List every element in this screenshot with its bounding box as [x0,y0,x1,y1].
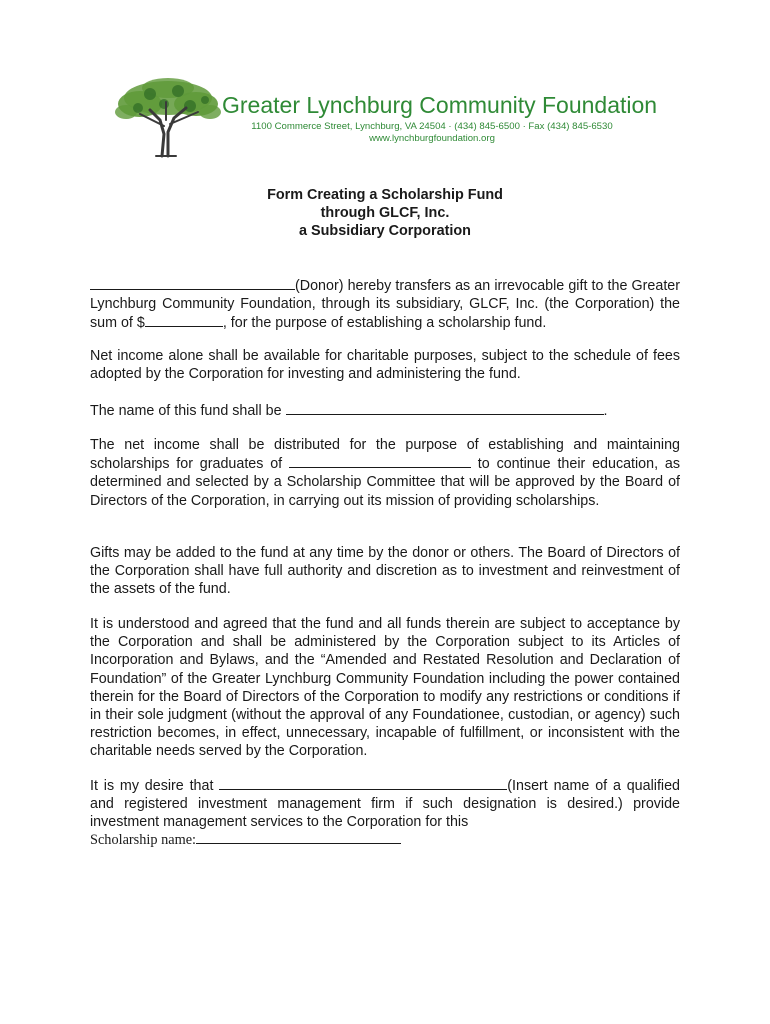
title-line-2: through GLCF, Inc. [320,205,450,221]
scholarship-name-label: Scholarship name: [90,832,197,848]
paragraph-fund-name: The name of this fund shall be . [90,403,608,419]
paragraph-net-income: Net income alone shall be available for charitable purposes, subject to the schedule of fees adopted by the Corporation for investing and administering the fund. [90,348,680,383]
donor-name-field[interactable] [90,276,295,290]
scholarship-name-row [90,830,680,849]
gift-amount-field[interactable] [145,313,223,327]
paragraph-acceptance: It is understood and agreed that the fund and all funds therein are subject to acceptance by the Corporation and shall be administered by the Corporation subject to its Articles of Incorporation and Bylaws, and the “Amended and Restated Resolution and Declaration of Foundation” of the Greater Lynchburg Community Foundation including the power contained therein for the Board of Directors of the Corporation to modify any restrictions or conditions if in their sole judgment (without the approval of any Foundationee, custodian, or agency) such restriction becomes, in effect, unnecessary, incapable of fulfillment, or inconsistent with the charitable needs served by the Corporation. [90,616,680,760]
title-line-3: a Subsidiary Corporation [299,223,471,239]
organization-website: www.lynchburgfoundation.org [369,133,495,144]
paragraph-distribution: The net income shall be distributed for the purpose of establishing and maintaining scholarships for graduates of to continue their education, as determined and selected by a Scholarship Committee that will be approved by the Board of Directors of the Corporation, in carrying out its mission of providing scholarships. [90,437,680,509]
form-title [0,186,770,240]
paragraph-investment: It is my desire that (Insert name of a qualified and registered investment management firm if such designation is desired.) provide investment management services to the Corporation for this [90,778,680,831]
organization-name: Greater Lynchburg Community Foundation [222,92,658,118]
investment-firm-field[interactable] [219,776,507,790]
graduates-of-field[interactable] [289,454,471,468]
paragraph-transfer: (Donor) hereby transfers as an irrevocable gift to the Greater Lynchburg Community Foundation, through its subsidiary, GLCF, Inc. (the Corporation) the sum of $ , for the purpose of establishing a scholarship fund. [90,278,680,332]
tree-icon [110,76,228,158]
scholarship-name-field[interactable] [196,830,401,844]
title-line-1: Form Creating a Scholarship Fund [267,187,503,203]
paragraph-gifts: Gifts may be added to the fund at any time by the donor or others. The Board of Directors of the Corporation shall have full authority and discretion as to investment and reinvestment of the assets of the fund. [90,545,680,598]
organization-address: 1100 Commerce Street, Lynchburg, VA 24504 · (434) 845-6500 · Fax (434) 845-6530 [251,121,613,132]
fund-name-field[interactable] [286,401,604,415]
